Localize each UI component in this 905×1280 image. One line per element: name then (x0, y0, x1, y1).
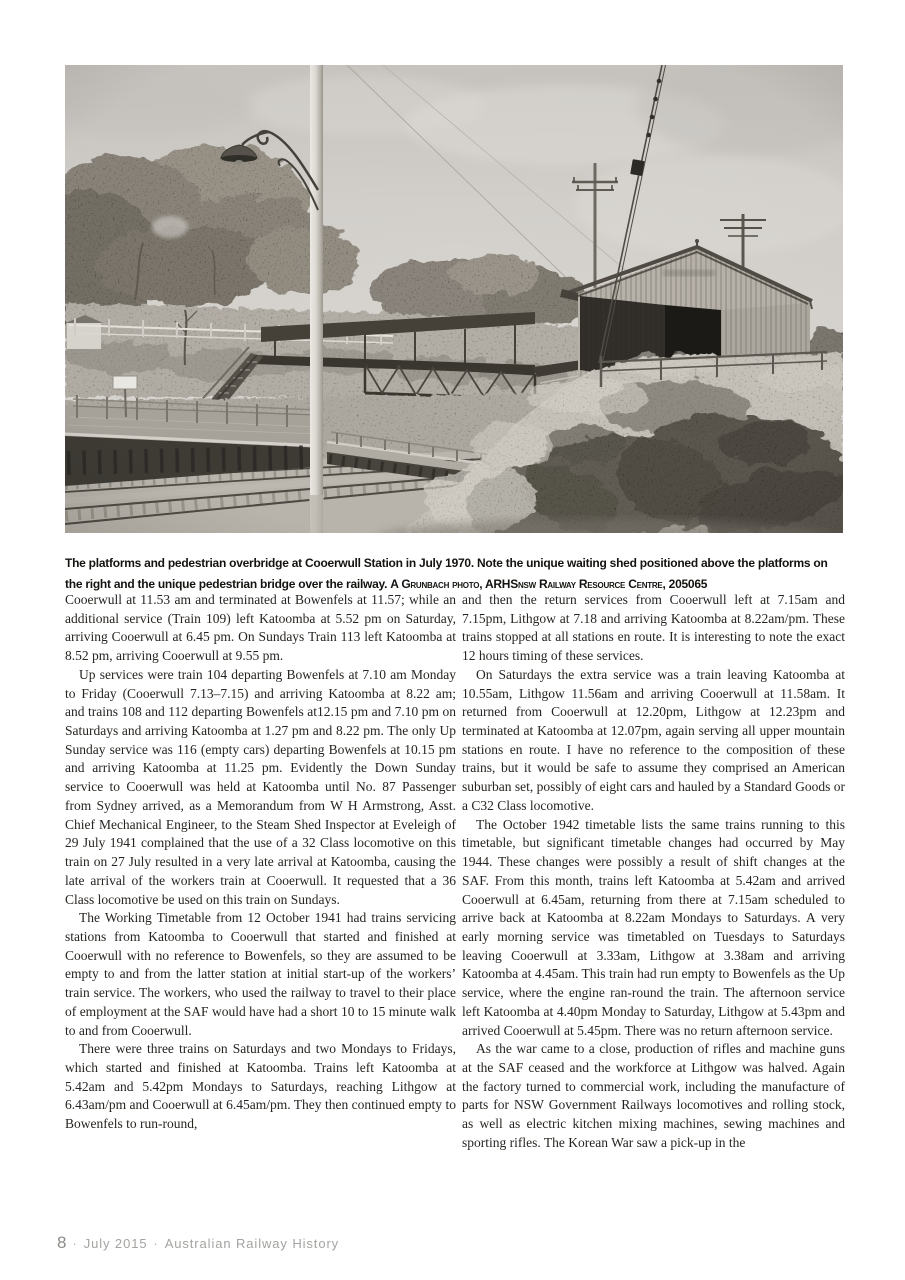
footer-separator: · (72, 1236, 78, 1251)
paragraph: As the war came to a close, production of rifles and machine guns at the SAF ceased and the workforce at Lithgow was halved. Again the factory turned to commercial work, including the manufacture of parts for NSW Government Railways locomotives and rolling stock, as well as electric kitchen mixing machines, sewing machines and sporting rifles. The Korean War saw a pick-up in the (462, 1041, 845, 1150)
article-left-column (65, 591, 456, 1134)
page-footer (57, 1233, 339, 1253)
paragraph: Up services were train 104 departing Bowenfels at 7.10 am Monday to Friday (Cooerwull 7.13–7.15) and arriving Katoomba at 8.22 am; and trains 108 and 112 departing Bowenfels at12.15 pm and 7.10 pm on Saturdays and arriving Katoomba at 1.27 pm and 8.22 pm. The only Up Sunday service was 116 (empty cars) departing Bowenfels at 10.15 pm and arriving Katoomba at 11.25 pm. Evidently the Down Sunday service to Cooerwull was held at Katoomba until No. 87 Passenger from Sydney arrived, as a Memorandum from W H Armstrong, Asst. Chief Mechanical Engineer, to the Steam Shed Inspector at Eveleigh of 29 July 1941 complained that the use of a 32 Class locomotive on this train on 27 July resulted in a very late arrival at Katoomba, causing the late arrival of the workers train at Cooerwull. It requested that a 36 Class locomotive be used on this train on Sundays. (65, 666, 456, 907)
paragraph: The October 1942 timetable lists the same trains running to this timetable, but significant timetable changes had occurred by May 1944. These changes were possibly a result of shift changes at the SAF. From this month, trains left Katoomba at 5.42am and arrived Cooerwull at 6.45am, returning from there at 7.15am scheduled to arrive back at Katoomba at 8.22am Mondays to Saturdays. A very early morning service was timetabled on Tuesdays to Saturdays leaving Cooerwull at 3.33am, Lithgow at 3.38am and arriving Katoomba at 4.45am. This train had run empty to Bowenfels as the Up service, where the engine ran-round the train. The afternoon service left Katoomba at 4.40pm Monday to Saturday, Lithgow at 5.43pm and arrived Cooerwull at 5.45pm. There was no return afternoon service. (462, 816, 845, 1038)
photo-caption (65, 553, 844, 594)
station-photo (65, 65, 843, 533)
footer-publication: Australian Railway History (164, 1236, 340, 1251)
article-right-column (462, 591, 845, 1153)
page-number: 8 (57, 1233, 67, 1252)
paragraph: There were three trains on Saturdays and two Mondays to Fridays, which started and finished at Katoomba. Trains left Katoomba at 5.42am and 5.42pm Mondays to Saturdays, reaching Lithgow at 6.43am/pm and Cooerwull at 6.45am/pm. They then continued empty to Bowenfels to run-round, (65, 1041, 456, 1132)
caption-text: The platforms and pedestrian overbridge at Cooerwull Station in July 1970. Note the unique waiting shed positioned above the platforms on the right and the unique pedestrian bridge over the railway. (65, 556, 828, 591)
station-photo-art (65, 65, 843, 533)
paragraph: On Saturdays the extra service was a train leaving Katoomba at 10.55am, Lithgow 11.56am and arriving Cooerwull at 11.58am. It returned from Cooerwull at 12.20pm, Lithgow at 12.23pm and terminated at Katoomba at 12.07pm, again serving all upper mountain stations en route. I have no reference to the composition of these trains, but it would be safe to assume they comprised an American suburban set, possibly of eight cars and hauled by a Standard Goods or a C32 Class locomotive. (462, 666, 845, 813)
paragraph: The Working Timetable from 12 October 1941 had trains servicing stations from Katoomba to Cooerwull that started and finished at Cooerwull with no reference to Bowenfels, so they are assumed to be empty to and from the latter station at initial start-up of the workers’ train service. The workers, who used the railway to travel to their place of employment at the SAF would have had a short 10 to 15 minute walk to and from Cooerwull. (65, 910, 456, 1038)
footer-separator: · (153, 1236, 159, 1251)
paragraph: and then the return services from Cooerwull left at 7.15am and 7.15pm, Lithgow at 7.18 and arriving Katoomba at 8.22am/pm. These trains stopped at all stations en route. It is interesting to note the exact 12 hours timing of these services. (462, 592, 845, 664)
caption-credit: A Grunbach photo, ARHSnsw Railway Resource Centre, 205065 (390, 576, 708, 591)
paragraph: Cooerwull at 11.53 am and terminated at Bowenfels at 11.57; while an additional service (Train 109) left Katoomba at 5.52 pm on Saturday, arriving Cooerwull at 6.45 pm. On Sundays Train 113 left Katoomba at 8.52 pm, arriving Cooerwull at 9.55 pm. (65, 592, 456, 664)
footer-issue-date: July 2015 (83, 1236, 148, 1251)
photo-vignette (65, 65, 843, 533)
